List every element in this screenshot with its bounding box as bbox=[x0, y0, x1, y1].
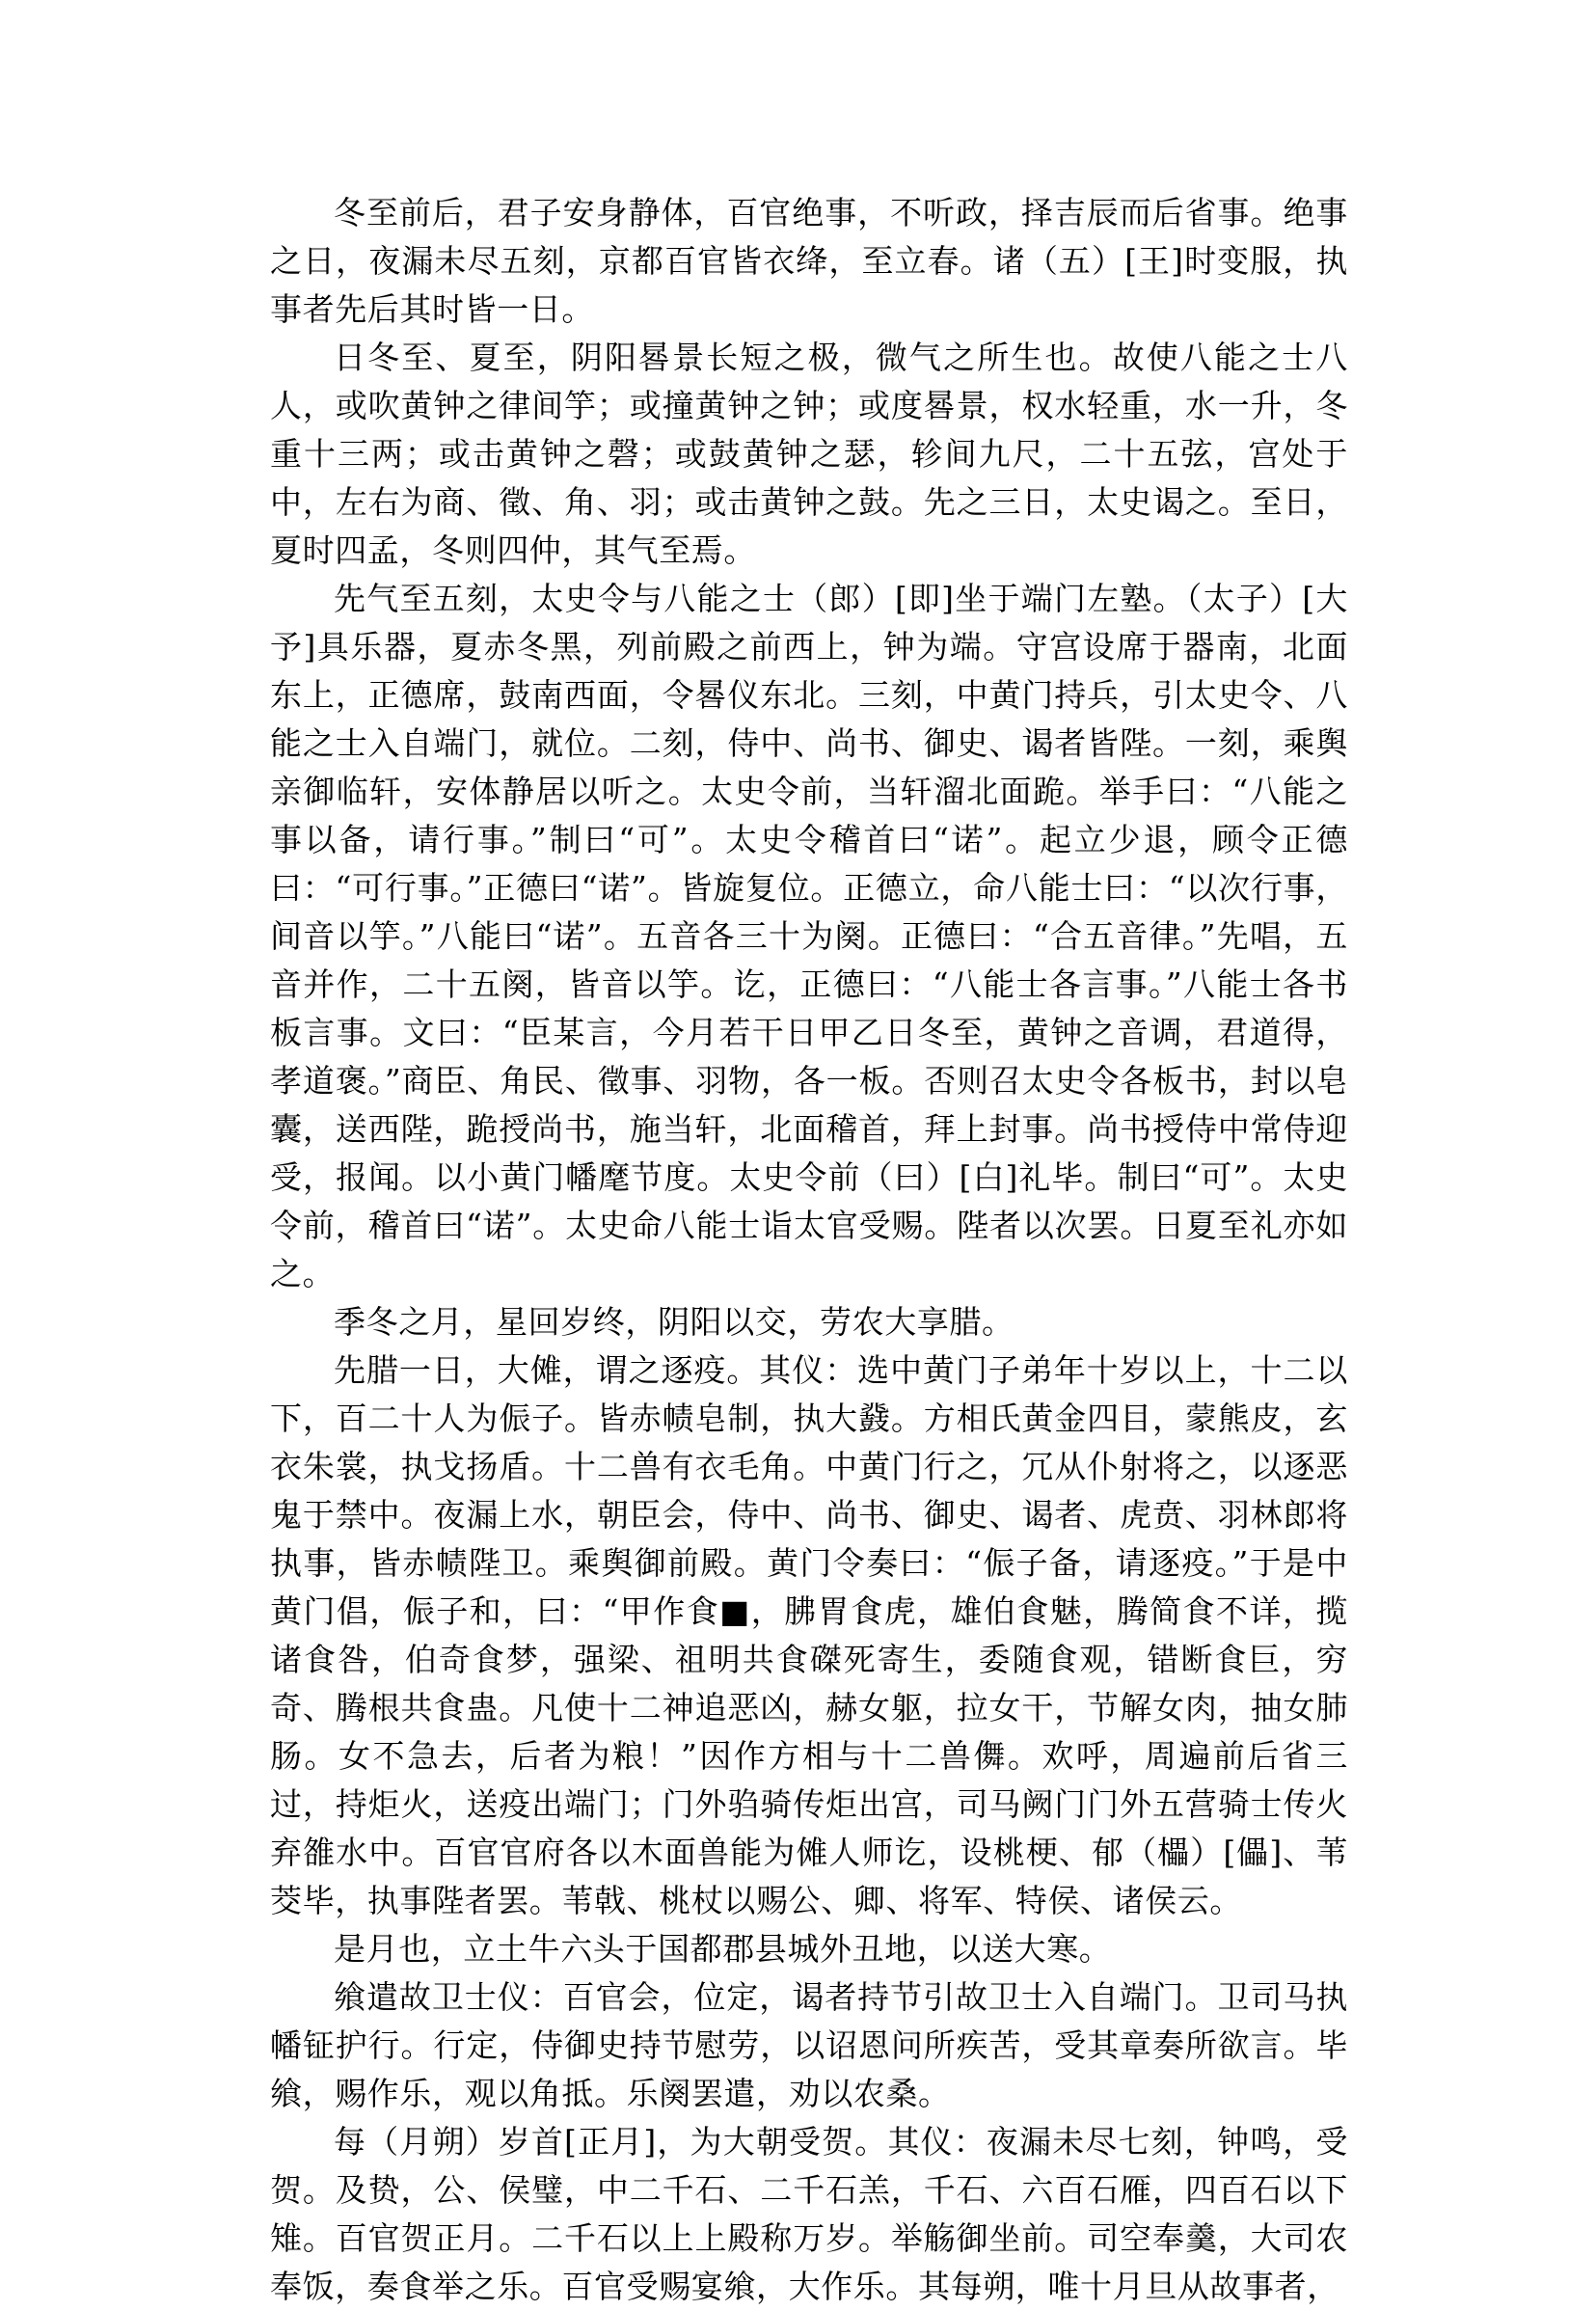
paragraph-new-year-court: 每（月朔）岁首[正月]，为大朝受贺。其仪：夜漏未尽七刻，钟鸣，受贺。及贽，公、侯璧，中二千石、二千石羔，千石、六百石雁，四百石以下雉。百官贺正月。二千石以上上殿称万岁。举觞御坐前。司空奉羹，大司农奉饭，奏食举之乐。百官受赐宴飨，大作乐。其每朔，唯十月旦从故事者， bbox=[270, 2123, 1348, 2305]
paragraph-eight-skilled-men: 日冬至、夏至，阴阳晷景长短之极，微气之所生也。故使八能之士八人，或吹黄钟之律间竽；或撞黄钟之钟；或度晷景，权水轻重，水一升，冬重十三两；或击黄钟之磬；或鼓黄钟之瑟，轸间九尺，二十五弦，宫处于中，左右为商、徵、角、羽；或击黄钟之鼓。先之三日，太史谒之。至日，夏时四孟，冬则四仲，其气至焉。 bbox=[270, 339, 1348, 569]
paragraph-last-winter-month: 季冬之月，星回岁终，阴阳以交，劳农大享腊。 bbox=[334, 1303, 1014, 1341]
paragraph-solstice-ceremony: 先气至五刻，太史令与八能之士（郎）[即]坐于端门左塾。（太子）[大予]具乐器，夏赤冬黑，列前殿之前西上，钟为端。守宫设席于器南，北面东上，正德席，鼓南西面，令晷仪东北。三刻，中黄门持兵，引太史令、八能之士入自端门，就位。二刻，侍中、尚书、御史、谒者皆陛。一刻，乘舆亲御临轩，安体静居以听之。太史令前，当轩溜北面跪。举手曰：“八能之事以备，请行事。”制曰“可”。太史令稽首曰“诺”。起立少退，顾令正德曰：“可行事。”正德曰“诺”。皆旋复位。正德立，命八能士曰：“以次行事，间音以竽。”八能曰“诺”。五音各三十为阕。正德曰：“合五音律。”先唱，五音并作，二十五阕，皆音以竽。讫，正德曰：“八能士各言事。”八能士各书板言事。文曰：“臣某言，今月若干日甲乙日冬至，黄钟之音调，君道得，孝道褒。”商臣、角民、徵事、羽物，各一板。否则召太史令各板书，封以皂囊，送西陛，跪授尚书，施当轩，北面稽首，拜上封事。尚书授侍中常侍迎受，报闻。以小黄门幡麾节度。太史令前（曰）[白]礼毕。制曰“可”。太史令前，稽首曰“诺”。太史命八能士诣太官受赐。陛者以次罢。日夏至礼亦如之。 bbox=[270, 580, 1348, 1292]
body-text bbox=[270, 189, 1348, 2311]
paragraph-earth-oxen: 是月也，立土牛六头于国都郡县城外丑地，以送大寒。 bbox=[334, 1930, 1112, 1968]
paragraph-winter-solstice-rest: 冬至前后，君子安身静体，百官绝事，不听政，择吉辰而后省事。绝事之日，夜漏未尽五刻，京都百官皆衣绛，至立春。诸（五）[王]时变服，执事者先后其时皆一日。 bbox=[270, 194, 1348, 328]
paragraph-great-exorcism: 先腊一日，大傩，谓之逐疫。其仪：选中黄门子弟年十岁以上，十二以下，百二十人为侲子。皆赤帻皂制，执大鼗。方相氏黄金四目，蒙熊皮，玄衣朱裳，执戈扬盾。十二兽有衣毛角。中黄门行之，冗从仆射将之，以逐恶鬼于禁中。夜漏上水，朝臣会，侍中、尚书、御史、谒者、虎贲、羽林郎将执事，皆赤帻陛卫。乘舆御前殿。黄门令奏曰：“侲子备，请逐疫。”于是中黄门倡，侲子和，曰：“甲作食■，胇胃食虎，雄伯食魅，腾简食不详，揽诸食咎，伯奇食梦，强梁、祖明共食磔死寄生，委随食观，错断食巨，穷奇、腾根共食蛊。凡使十二神追恶凶，赫女躯，拉女干，节解女肉，抽女肺肠。女不急去，后者为粮！”因作方相与十二兽儛。欢呼，周遍前后省三过，持炬火，送疫出端门；门外驺骑传炬出宫，司马阙门门外五营骑士传火弃雒水中。百官官府各以木面兽能为傩人师讫，设桃梗、郁（櫑）[儡]、苇茭毕，执事陛者罢。苇戟、桃杖以赐公、卿、将军、特侯、诸侯云。 bbox=[270, 1351, 1348, 1919]
paragraph-guards-banquet: 飨遣故卫士仪：百官会，位定，谒者持节引故卫士入自端门。卫司马执幡钲护行。行定，侍御史持节慰劳，以诏恩问所疾苦，受其章奏所欲言。毕飨，赐作乐，观以角抵。乐阕罢遣，劝以农桑。 bbox=[270, 1978, 1348, 2112]
